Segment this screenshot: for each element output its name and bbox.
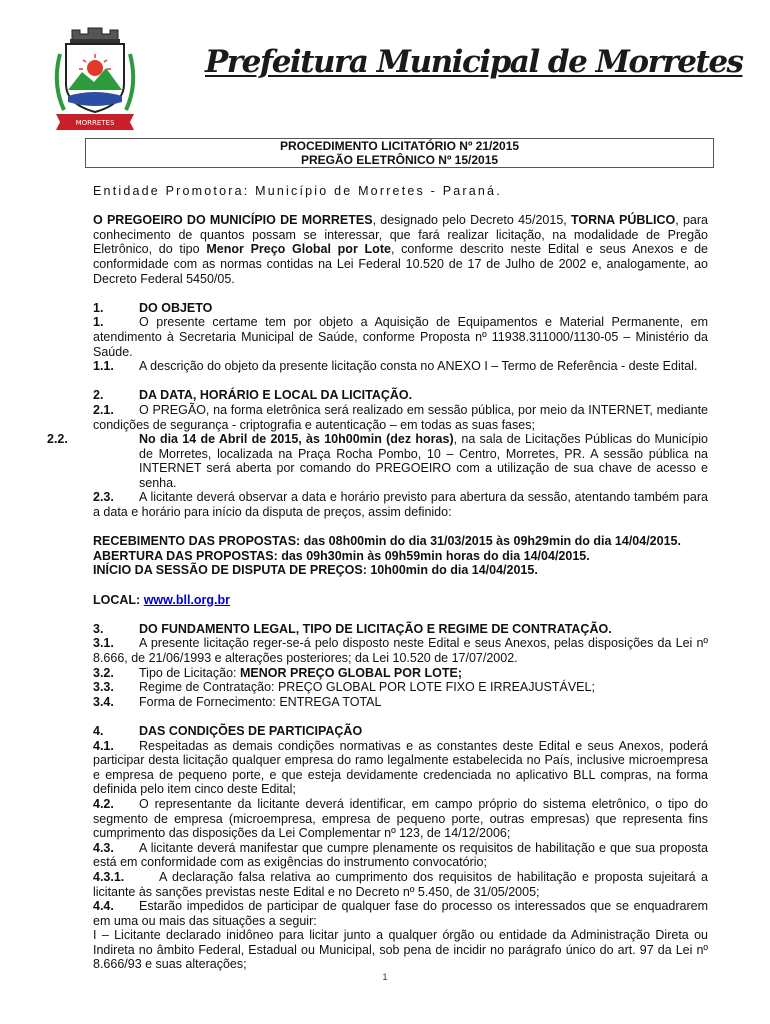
page-title: Prefeitura Municipal de Morretes	[205, 44, 743, 80]
clause-text: Regime de Contratação: PREÇO GLOBAL POR LOTE FIXO E IRREAJUSTÁVEL;	[139, 680, 595, 695]
clause-number: 1.	[93, 315, 104, 330]
section-title: DO OBJETO	[139, 300, 213, 315]
clause-text: A licitante deverá observar a data e horário previsto para abertura da sessão, atentando também para a data e horário para início da disputa de preços, assim definido:	[93, 490, 708, 520]
clause-text: A descrição do objeto da presente licitação consta no ANEXO I – Termo de Referência - deste Edital.	[139, 359, 698, 374]
section-title: DO FUNDAMENTO LEGAL, TIPO DE LICITAÇÃO E REGIME DE CONTRATAÇÃO.	[139, 621, 612, 636]
clause-number: 2.3.	[93, 490, 114, 505]
section-title: DAS CONDIÇÕES DE PARTICIPAÇÃO	[139, 723, 363, 738]
clause-text: A licitante deverá manifestar que cumpre plenamente os requisitos de habilitação e que sua proposta está em conformidade com as exigências do instrumento convocatório;	[93, 840, 708, 870]
section-number: 1.	[93, 300, 104, 315]
clause-number: 4.3.	[93, 840, 114, 855]
clause-number: 3.1.	[93, 636, 114, 651]
clause-number: 2.2.	[47, 432, 68, 447]
document-title-box	[85, 138, 714, 168]
clause-4-4	[93, 899, 708, 928]
clause-bold-text: MENOR PREÇO GLOBAL POR LOTE;	[239, 665, 462, 680]
bll-link[interactable]: www.bll.org.br	[143, 592, 231, 607]
clause-text: O presente certame tem por objeto a Aquisição de Equipamentos e Material Permanente, em atendimento à Secretaria Municipal de Saúde, conforme Proposta nº 11938.311000/1130-05 – Ministério da Saúde.	[93, 315, 708, 359]
clause-bold-text: No dia 14 de Abril de 2015, às 10h00min (dez horas)	[139, 432, 454, 447]
pregao-number: PREGÃO ELETRÔNICO Nº 15/2015	[300, 153, 499, 167]
section-number: 2.	[93, 388, 104, 403]
entidade-promotora: Entidade Promotora: Município de Morretes - Paraná.	[93, 184, 502, 198]
clause-3-2	[93, 666, 708, 681]
clause-4-3-1	[93, 870, 708, 899]
schedule-receipt: RECEBIMENTO DAS PROPOSTAS: das 08h00min do dia 31/03/2015 às 09h29min do dia 14/04/2015.	[93, 534, 681, 549]
seal-banner-text: MORRETES	[75, 119, 115, 127]
clause-number: 2.1.	[93, 402, 114, 417]
clause-text: Tipo de Licitação:	[139, 665, 240, 680]
clause-4-3	[93, 841, 708, 870]
clause-3-3	[93, 680, 708, 695]
intro-bold-2: TORNA PÚBLICO	[571, 213, 676, 228]
clause-text: , na sala de Licitações Públicas do Município de Morretes, localizada na Praça Rocha Pombo, 10 – Centro, Morretes, PR. A sessão pública na INTERNET será aberta por comando do PREGOEIRO com a utilização de sua chave de acesso e senha.	[139, 432, 708, 490]
clause-1	[93, 315, 708, 359]
local-line	[93, 593, 708, 608]
clause-number: 4.4.	[93, 899, 114, 914]
section-number: 3.	[93, 621, 104, 636]
clause-4-4-i: I – Licitante declarado inidôneo para licitar junto a qualquer órgão ou entidade da Administração Direta ou Indireta no âmbito Federal, Estadual ou Municipal, sob pena de incidir no parágrafo único do art. 97 da Lei nº 8.666/93 e suas alterações;	[93, 928, 708, 972]
intro-bold-1: O PREGOEIRO DO MUNICÍPIO DE MORRETES	[93, 213, 373, 228]
procedure-number: PROCEDIMENTO LICITATÓRIO Nº 21/2015	[279, 139, 520, 153]
clause-text: O PREGÃO, na forma eletrônica será realizado em sessão pública, por meio da INTERNET, mediante condições de segurança - criptografia e autenticação – em todas as suas fases;	[93, 402, 708, 432]
clause-1-1	[93, 359, 708, 374]
page-number: 1	[382, 972, 388, 982]
intro-paragraph	[93, 213, 708, 286]
clause-number: 4.3.1.	[93, 869, 125, 884]
clause-number: 3.3.	[93, 680, 114, 695]
section-title: DA DATA, HORÁRIO E LOCAL DA LICITAÇÃO.	[139, 388, 413, 403]
clause-3-4	[93, 695, 708, 710]
clause-text: A presente licitação reger-se-á pelo disposto neste Edital e seus Anexos, pelas disposições da Lei nº 8.666, de 21/06/1993 e alterações posteriores; da Lei 10.520 de 17/07/2002.	[93, 636, 708, 665]
clause-number: 3.4.	[93, 694, 114, 709]
clause-3-1	[93, 636, 708, 665]
clause-2-2	[47, 432, 708, 490]
intro-bold-3: Menor Preço Global por Lote	[206, 242, 391, 257]
section-1-heading	[93, 301, 708, 316]
document-body	[47, 184, 708, 972]
schedule-opening: ABERTURA DAS PROPOSTAS: das 09h30min às 09h59min horas do dia 14/04/2015.	[93, 548, 590, 563]
clause-text: O representante da licitante deverá identificar, em campo próprio do sistema eletrônico, o tipo do segmento de empresa (microempresa, empresa de pequeno porte, outras empresas) que representa fins cumprimento das disposições da Lei Complementar nº 123, de 14/12/2006;	[93, 796, 708, 841]
clause-2-3	[93, 490, 708, 519]
intro-text-1: , designado pelo Decreto 45/2015,	[372, 213, 571, 228]
section-2-heading	[93, 388, 708, 403]
clause-text: Respeitadas as demais condições normativas e as constantes deste Edital e seus Anexos, poderá participar desta licitação qualquer empresa do ramo legalmente estabelecida no País, inclusive microempresa e empresa de pequeno porte, e que esteja devidamente credenciada no aplicativo BLL compras, na forma definida pelo item cinco deste Edital;	[93, 738, 708, 797]
schedule-dispute: INÍCIO DA SESSÃO DE DISPUTA DE PREÇOS: 10h00min do dia 14/04/2015.	[93, 563, 538, 578]
clause-number: 4.2.	[93, 796, 114, 811]
section-3-heading	[93, 622, 708, 637]
clause-2-1	[93, 403, 708, 432]
clause-text: Estarão impedidos de participar de qualquer fase do processo os interessados que se enquadrarem em uma ou mais das situações a seguir:	[93, 899, 708, 928]
section-4-heading	[93, 724, 708, 739]
clause-number: 3.2.	[93, 665, 114, 680]
clause-number: 1.1.	[93, 359, 114, 374]
clause-text: A declaração falsa relativa ao cumprimento dos requisitos de habilitação e proposta sujeitará a licitante às sanções previstas neste Edital e no Decreto nº 5.450, de 31/05/2005;	[93, 869, 708, 899]
local-label: LOCAL:	[93, 592, 144, 607]
clause-4-1	[93, 739, 708, 797]
intro-text-3: , conforme descrito neste Edital e seus Anexos e de conformidade com as normas contidas na Lei Federal 10.520 de 17 de Julho de 2002 e, analogamente, ao Decreto Federal 5450/05.	[93, 242, 708, 286]
coat-of-arms-icon	[50, 24, 140, 132]
intro-text-2: , para conhecimento de quantos possam se interessar, que fará realizar licitação, na modalidade de Pregão Eletrônico, do tipo	[93, 213, 708, 257]
clause-4-2	[93, 797, 708, 841]
clause-text: Forma de Fornecimento: ENTREGA TOTAL	[139, 694, 382, 709]
section-number: 4.	[93, 723, 104, 738]
clause-number: 4.1.	[93, 738, 114, 753]
